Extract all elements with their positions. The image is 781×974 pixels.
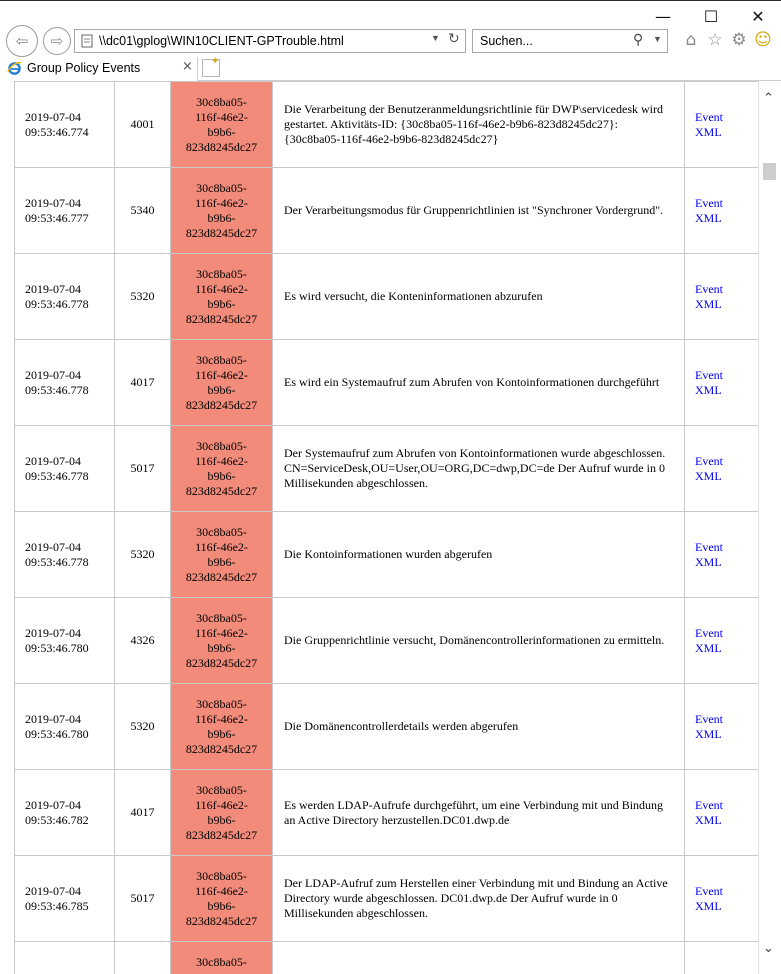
activity-id — [171, 598, 273, 684]
activity-id-part: b9b6- — [207, 554, 236, 569]
activity-id-part: 823d8245dc27 — [185, 913, 258, 928]
search-input[interactable]: Suchen... — [480, 34, 533, 48]
event-message: Der LDAP-Aufruf zum Herstellen einer Verbindung mit und Bindung an Active Directory wurde abgeschlossen. DC01.dwp.de Der Aufruf wurde in 0 Millisekunden abgeschlossen. — [273, 856, 685, 942]
activity-id-part: 823d8245dc27 — [185, 225, 258, 240]
search-dropdown-icon[interactable]: ▼ — [653, 34, 662, 44]
event-row — [15, 82, 759, 168]
address-dropdown-icon[interactable]: ▼ — [431, 33, 440, 43]
event-message: Es wird versucht, die Konteninformationen abzurufen — [273, 254, 685, 340]
activity-id-part: 823d8245dc27 — [185, 397, 258, 412]
activity-id-part: 823d8245dc27 — [185, 655, 258, 670]
event-date: 2019-07-04 — [25, 711, 81, 726]
scroll-up-icon[interactable]: ⌃ — [763, 91, 774, 106]
activity-id-part: 116f-46e2- — [195, 625, 248, 640]
activity-id-part: b9b6- — [207, 726, 236, 741]
event-id: 5320 — [115, 684, 171, 770]
event-link[interactable]: Event — [695, 109, 723, 124]
event-date: 2019-07-04 — [25, 195, 81, 210]
event-id: 5017 — [115, 426, 171, 512]
minimize-button[interactable]: — — [655, 6, 671, 26]
event-time: 09:53:46.780 — [25, 726, 89, 741]
new-tab-button[interactable] — [202, 56, 220, 77]
event-time: 09:53:46.778 — [25, 468, 89, 483]
xml-link[interactable]: XML — [695, 382, 722, 397]
event-date: 2019-07-04 — [25, 367, 81, 382]
activity-id-part: b9b6- — [207, 640, 236, 655]
activity-id-part: 116f-46e2- — [195, 883, 248, 898]
activity-id-part: b9b6- — [207, 382, 236, 397]
forward-icon: ⇨ — [50, 32, 64, 50]
event-date: 2019-07-04 — [25, 109, 81, 124]
activity-id-part: 823d8245dc27 — [185, 311, 258, 326]
event-links — [685, 254, 759, 340]
page-file-icon — [80, 34, 94, 48]
activity-id-part: 30c8ba05- — [196, 696, 247, 711]
activity-id-part: b9b6- — [207, 124, 236, 139]
activity-id — [171, 168, 273, 254]
event-row — [15, 512, 759, 598]
activity-id-part: b9b6- — [207, 812, 236, 827]
event-date: 2019-07-04 — [25, 539, 81, 554]
event-message — [273, 942, 685, 974]
scrollbar-thumb[interactable] — [763, 163, 776, 180]
event-date: 2019-07-04 — [25, 453, 81, 468]
event-link[interactable]: Event — [695, 711, 723, 726]
activity-id-part: 116f-46e2- — [195, 711, 248, 726]
event-id: 4017 — [115, 340, 171, 426]
activity-id-part: 823d8245dc27 — [185, 741, 258, 756]
ie-logo-icon — [7, 61, 22, 76]
activity-id — [171, 770, 273, 856]
event-links — [685, 770, 759, 856]
event-link[interactable]: Event — [695, 883, 723, 898]
event-links — [685, 684, 759, 770]
xml-link[interactable]: XML — [695, 296, 722, 311]
event-links — [685, 82, 759, 168]
event-row — [15, 426, 759, 512]
event-timestamp — [15, 254, 115, 340]
refresh-icon[interactable]: ↻ — [448, 31, 460, 47]
activity-id-part: 823d8245dc27 — [185, 483, 258, 498]
event-message: Die Verarbeitung der Benutzeranmeldungsrichtlinie für DWP\servicedesk wird gestartet. Aktivitäts-ID: {30c8ba05-116f-46e2-b9b6-823d8245dc27}: {30c8ba05-116f-46e2-b9b6-823d8245dc27} — [273, 82, 685, 168]
activity-id-part: 30c8ba05- — [196, 180, 247, 195]
event-message: Es wird ein Systemaufruf zum Abrufen von Kontoinformationen durchgeführt — [273, 340, 685, 426]
event-row — [15, 856, 759, 942]
close-tab-icon[interactable]: × — [182, 59, 193, 74]
event-id: 4017 — [115, 770, 171, 856]
activity-id-part: 823d8245dc27 — [185, 569, 258, 584]
xml-link[interactable]: XML — [695, 210, 722, 225]
activity-id-part: 116f-46e2- — [195, 367, 248, 382]
activity-id-part: 823d8245dc27 — [185, 139, 258, 154]
activity-id-part: 116f-46e2- — [195, 797, 248, 812]
activity-id-part: 116f-46e2- — [195, 195, 248, 210]
event-links — [685, 856, 759, 942]
search-icon[interactable]: ⚲ — [633, 32, 644, 48]
activity-id-part: b9b6- — [207, 296, 236, 311]
event-row — [15, 254, 759, 340]
event-links — [685, 512, 759, 598]
activity-id — [171, 340, 273, 426]
activity-id-part: 116f-46e2- — [195, 539, 248, 554]
activity-id — [171, 684, 273, 770]
event-timestamp — [15, 426, 115, 512]
event-link[interactable]: Event — [695, 797, 723, 812]
event-time: 09:53:46.778 — [25, 382, 89, 397]
activity-id — [171, 942, 273, 974]
event-row — [15, 598, 759, 684]
close-window-button[interactable]: ✕ — [751, 6, 765, 26]
event-message: Die Kontoinformationen wurden abgerufen — [273, 512, 685, 598]
event-message: Die Gruppenrichtlinie versucht, Domänencontrollerinformationen zu ermitteln. — [273, 598, 685, 684]
events-table — [14, 81, 758, 974]
event-id: 5340 — [115, 168, 171, 254]
activity-id-part: 30c8ba05- — [196, 94, 247, 109]
event-id: 4326 — [115, 598, 171, 684]
activity-id-part: 116f-46e2- — [195, 109, 248, 124]
activity-id-part: 116f-46e2- — [195, 281, 248, 296]
favorites-star-icon[interactable]: ☆ — [707, 30, 723, 50]
tab-title: Group Policy Events — [27, 61, 141, 75]
event-row — [15, 340, 759, 426]
activity-id-part: 30c8ba05- — [196, 524, 247, 539]
event-row — [15, 942, 759, 974]
event-link[interactable]: Event — [695, 281, 723, 296]
settings-gear-icon[interactable]: ⚙ — [731, 30, 747, 50]
activity-id — [171, 82, 273, 168]
event-link[interactable]: Event — [695, 453, 723, 468]
activity-id-part: 116f-46e2- — [195, 453, 248, 468]
activity-id-part: 823d8245dc27 — [185, 827, 258, 842]
event-time: 09:53:46.774 — [25, 124, 89, 139]
event-id: 5017 — [115, 856, 171, 942]
event-date: 2019-07-04 — [25, 281, 81, 296]
event-id: 5320 — [115, 512, 171, 598]
smiley-feedback-icon[interactable]: ☺ — [754, 30, 772, 50]
activity-id-part: 30c8ba05- — [196, 266, 247, 281]
activity-id-part: 30c8ba05- — [196, 438, 247, 453]
activity-id — [171, 426, 273, 512]
event-message: Der Verarbeitungsmodus für Gruppenrichtlinien ist "Synchroner Vordergrund". — [273, 168, 685, 254]
activity-id-part: b9b6- — [207, 210, 236, 225]
event-link[interactable]: Event — [695, 195, 723, 210]
xml-link[interactable]: XML — [695, 554, 722, 569]
address-text[interactable]: \\dc01\gplog\WIN10CLIENT-GPTrouble.html — [99, 34, 344, 48]
event-time: 09:53:46.778 — [25, 296, 89, 311]
event-timestamp — [15, 340, 115, 426]
event-links — [685, 598, 759, 684]
new-tab-icon: ✦ — [211, 56, 220, 67]
maximize-button[interactable]: ☐ — [703, 6, 719, 26]
tab-group-policy-events[interactable] — [0, 57, 198, 81]
activity-id-part: b9b6- — [207, 898, 236, 913]
event-time: 09:53:46.780 — [25, 640, 89, 655]
activity-id — [171, 856, 273, 942]
event-date: 2019-07-04 — [25, 797, 81, 812]
home-icon[interactable]: ⌂ — [685, 30, 697, 50]
tab-bar — [0, 57, 781, 81]
event-time: 09:53:46.778 — [25, 554, 89, 569]
event-timestamp — [15, 168, 115, 254]
event-time: 09:53:46.777 — [25, 210, 89, 225]
event-timestamp — [15, 82, 115, 168]
activity-id-part: 30c8ba05- — [196, 610, 247, 625]
vertical-scrollbar[interactable] — [758, 81, 781, 974]
event-message: Der Systemaufruf zum Abrufen von Kontoinformationen wurde abgeschlossen. CN=ServiceDesk,OU=User,OU=ORG,DC=dwp,DC=de Der Aufruf wurde in 0 Millisekunden abgeschlossen. — [273, 426, 685, 512]
search-box[interactable] — [472, 29, 668, 53]
event-links — [685, 942, 759, 974]
event-links — [685, 168, 759, 254]
event-timestamp — [15, 684, 115, 770]
event-id: 5320 — [115, 254, 171, 340]
event-date: 2019-07-04 — [25, 625, 81, 640]
event-links — [685, 340, 759, 426]
xml-link[interactable]: XML — [695, 726, 722, 741]
event-message: Die Domänencontrollerdetails werden abgerufen — [273, 684, 685, 770]
navigation-bar — [0, 24, 781, 58]
event-row — [15, 684, 759, 770]
activity-id-part: 30c8ba05- — [196, 782, 247, 797]
event-id — [115, 942, 171, 974]
activity-id-part: 30c8ba05- — [196, 868, 247, 883]
back-button[interactable] — [6, 25, 38, 57]
page-content — [0, 81, 758, 974]
address-bar[interactable] — [74, 29, 466, 53]
back-icon: ⇦ — [15, 32, 29, 50]
activity-id-part: 30c8ba05- — [196, 955, 247, 969]
activity-id — [171, 512, 273, 598]
event-timestamp — [15, 770, 115, 856]
event-timestamp — [15, 856, 115, 942]
activity-id — [171, 254, 273, 340]
event-link[interactable]: Event — [695, 367, 723, 382]
event-link[interactable]: Event — [695, 625, 723, 640]
event-links — [685, 426, 759, 512]
activity-id-part: b9b6- — [207, 468, 236, 483]
scroll-down-icon[interactable]: ⌄ — [763, 941, 774, 956]
xml-link[interactable]: XML — [695, 124, 722, 139]
event-message: Es werden LDAP-Aufrufe durchgeführt, um eine Verbindung mit und Bindung an Active Directory herzustellen.DC01.dwp.de — [273, 770, 685, 856]
event-row — [15, 168, 759, 254]
activity-id-part: 30c8ba05- — [196, 352, 247, 367]
event-timestamp — [15, 598, 115, 684]
event-time: 09:53:46.782 — [25, 812, 89, 827]
xml-link[interactable]: XML — [695, 898, 722, 913]
xml-link[interactable]: XML — [695, 812, 722, 827]
event-timestamp — [15, 512, 115, 598]
event-date: 2019-07-04 — [25, 883, 81, 898]
event-row — [15, 770, 759, 856]
xml-link[interactable]: XML — [695, 640, 722, 655]
event-link[interactable]: Event — [695, 539, 723, 554]
xml-link[interactable]: XML — [695, 468, 722, 483]
event-id: 4001 — [115, 82, 171, 168]
event-time: 09:53:46.785 — [25, 898, 89, 913]
event-timestamp — [15, 942, 115, 974]
forward-button[interactable] — [43, 27, 71, 55]
